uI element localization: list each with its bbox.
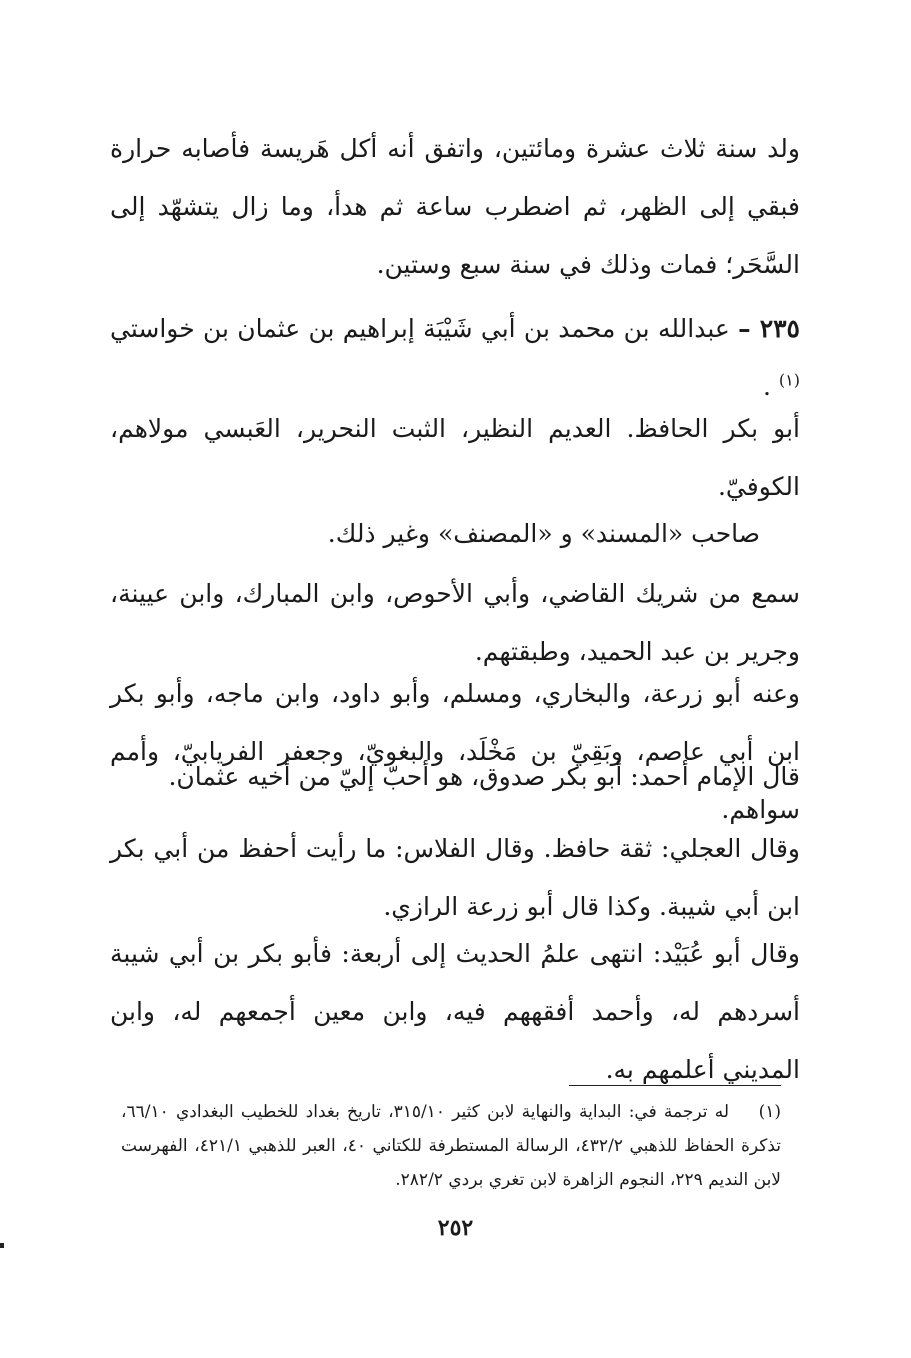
paragraph-epithets: أبو بكر الحافظ. العديم النظير، الثبت النحرير، العَبسي مولاهم، الكوفيّ.: [110, 414, 800, 501]
footnote-reference: (١): [778, 370, 800, 390]
paragraph-works: صاحب «المسند» و «المصنف» وغير ذلك.: [327, 519, 760, 548]
entry-period: .: [763, 372, 771, 401]
paragraph-ahmad-quote: قال الإمام أحمد: أبو بكر صدوق، هو أحبّ إليّ من أخيه عثمان.: [168, 762, 800, 791]
entry-heading: [110, 300, 800, 416]
footnote: [121, 1095, 781, 1197]
paragraph-students: وعنه أبو زرعة، والبخاري، ومسلم، وأبو داود، وابن ماجه، وأبو بكر ابن أبي عاصم، وبَقِيّ بن مَخْلَد، والبغويّ، وجعفر الفريابيّ، وأمم سواهم.: [110, 679, 800, 824]
entry-number: ٢٣٥ –: [738, 314, 800, 343]
footnote-text: له ترجمة في: البداية والنهاية لابن كثير ٣١٥/١٠، تاريخ بغداد للخطيب البغدادي ٦٦/١٠، تذكرة الحفاظ للذهبي ٤٣٢/٢، الرسالة المستطرفة للكتاني ٤٠، العبر للذهبي ٤٢١/١، الفهرست لابن النديم ٢٢٩، النجوم الزاهرة لابن تغري بردي ٢٨٢/٢.: [121, 1102, 781, 1190]
paragraph-ijli-quote: وقال العجلي: ثقة حافظ. وقال الفلاس: ما رأيت أحفظ من أبي بكر ابن أبي شيبة. وكذا قال أبو زرعة الرازي.: [110, 834, 800, 921]
paragraph-abu-ubayd-quote: وقال أبو عُبَيْد: انتهى علمُ الحديث إلى أربعة: فأبو بكر بن أبي شيبة أسردهم له، وأحمد أفقههم فيه، وابن معين أجمعهم له، وابن المديني أعلمهم به.: [110, 939, 800, 1084]
paragraph-death-account: ولد سنة ثلاث عشرة ومائتين، واتفق أنه أكل هَريسة فأصابه حرارة فبقي إلى الظهر، ثم اضطرب ساعة ثم هدأ، وما زال يتشهّد إلى السَّحَر؛ فمات وذلك في سنة سبع وستين.: [110, 134, 800, 279]
footnote-divider: [569, 1085, 781, 1086]
page-number: ٢٥٢: [437, 1215, 474, 1241]
scan-mark: [0, 1243, 4, 1248]
paragraph-teachers: سمع من شريك القاضي، وأبي الأحوص، وابن المبارك، وابن عيينة، وجرير بن عبد الحميد، وطبقتهم.: [110, 579, 800, 666]
entry-name: عبدالله بن محمد بن أبي شَيْبَة إبراهيم بن عثمان بن خواستي: [110, 314, 730, 343]
footnote-marker: (١): [758, 1102, 781, 1122]
